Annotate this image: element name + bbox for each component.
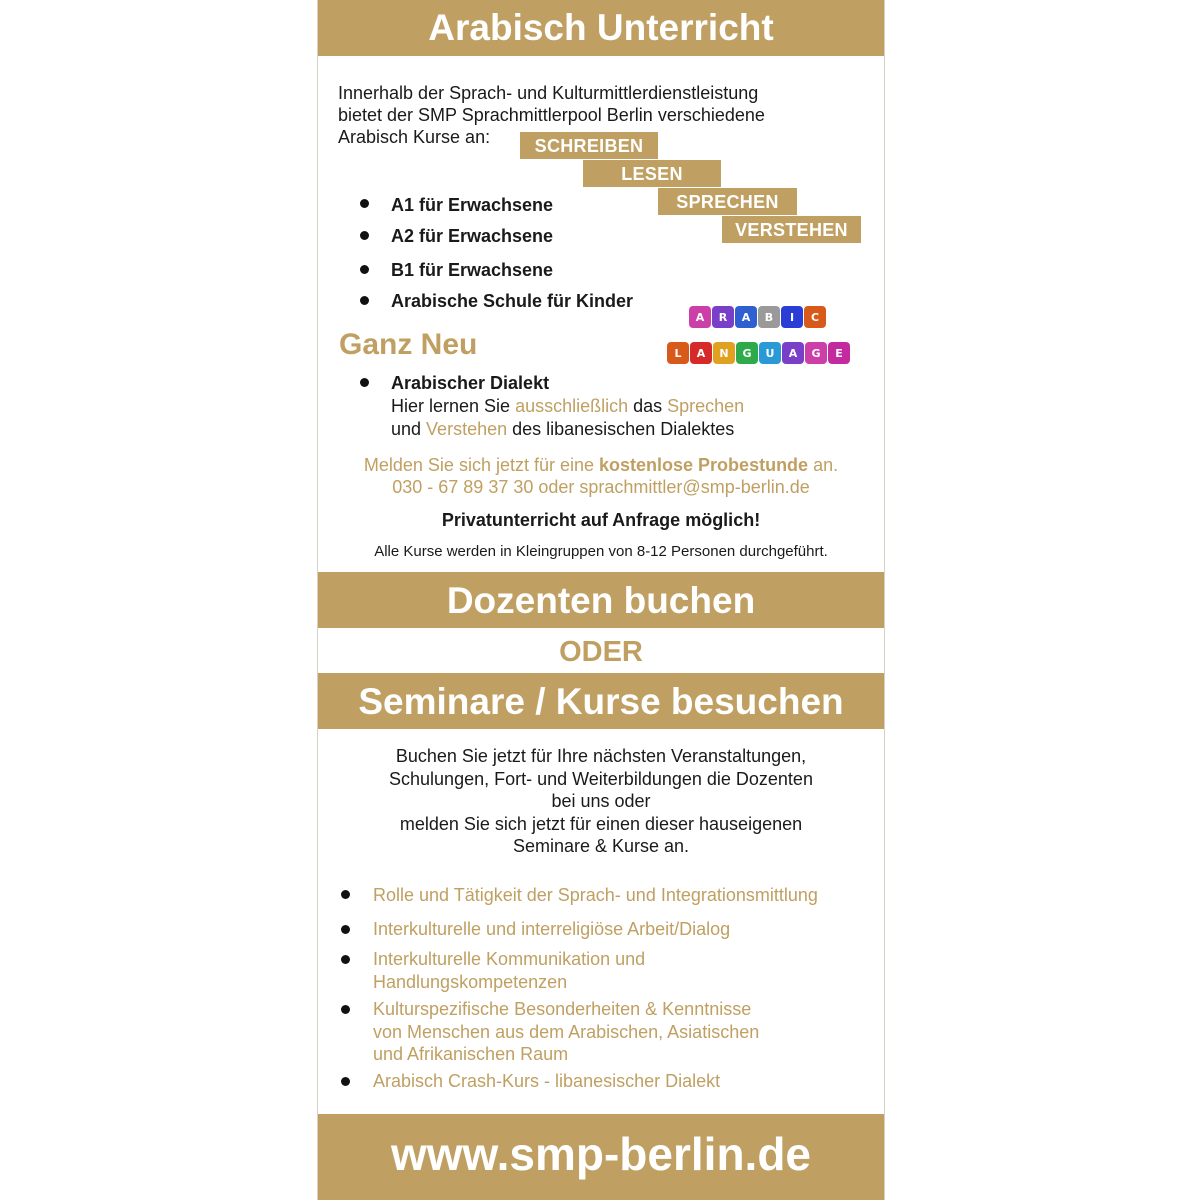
signup-text: Melden Sie sich jetzt für eine kostenlose Probestunde an. 030 - 67 89 37 30 oder sprachmittler@smp-berlin.de [318, 454, 884, 498]
dialekt-desc-line-1: Hier lernen Sie ausschließlich das Sprechen [391, 396, 745, 416]
svg-text:A: A [741, 311, 751, 324]
svg-text:A: A [788, 347, 798, 360]
puzzle-piece [805, 342, 827, 364]
title-banner: Arabisch Unterricht [318, 0, 884, 56]
svg-text:B: B [764, 311, 774, 324]
puzzle-piece [713, 342, 735, 364]
bullet-icon [360, 231, 369, 240]
skill-chip-verstehen: VERSTEHEN [722, 216, 861, 243]
intro-line-1: Innerhalb der Sprach- und Kulturmittlerdienstleistung [338, 83, 759, 103]
skill-chip-sprechen: SPRECHEN [658, 188, 797, 215]
puzzle-piece [804, 306, 826, 328]
puzzle-piece [828, 342, 850, 364]
bullet-icon [360, 265, 369, 274]
flyer [317, 0, 885, 1200]
svg-text:A: A [695, 311, 705, 324]
website-url-link[interactable]: www.smp-berlin.de [318, 1114, 884, 1200]
bullet-icon [341, 1077, 350, 1086]
svg-text:G: G [811, 347, 821, 360]
svg-text:R: R [718, 311, 728, 324]
contact-info[interactable]: 030 - 67 89 37 30 oder sprachmittler@smp-berlin.de [392, 477, 810, 497]
bullet-icon [341, 925, 350, 934]
intro-line-3: Arabisch Kurse an: [338, 127, 491, 147]
seminar-item: Interkulturelle Kommunikation und Handlungskompetenzen [373, 949, 646, 992]
seminar-item: Arabisch Crash-Kurs - libanesischer Dialekt [373, 1071, 721, 1091]
seminare-intro-text: Buchen Sie jetzt für Ihre nächsten Veranstaltungen, Schulungen, Fort- und Weiterbildungen die Dozenten bei uns oder melden Sie sich jetzt für einen dieser hauseigenen Seminare & Kurse an. [389, 746, 813, 856]
seminar-item: Rolle und Tätigkeit der Sprach- und Integrationsmittlung [373, 885, 818, 905]
puzzle-piece [759, 342, 781, 364]
oder-label: ODER [559, 636, 643, 668]
bullet-icon [341, 890, 350, 899]
svg-text:I: I [789, 311, 795, 324]
puzzle-piece [689, 306, 711, 328]
level-item-b1: B1 für Erwachsene [391, 260, 554, 280]
level-item-kinder: Arabische Schule für Kinder [391, 291, 634, 311]
puzzle-piece [735, 306, 757, 328]
svg-text:G: G [742, 347, 752, 360]
private-lessons-note: Privatunterricht auf Anfrage möglich! [441, 510, 761, 530]
skill-chip-lesen: LESEN [583, 160, 721, 187]
svg-text:N: N [719, 347, 729, 360]
bullet-icon [360, 296, 369, 305]
svg-text:L: L [674, 347, 682, 360]
seminar-item: Interkulturelle und interreligiöse Arbeit/Dialog [373, 919, 731, 939]
svg-text:A: A [696, 347, 706, 360]
ganz-neu-heading: Ganz Neu [339, 328, 478, 361]
dozenten-banner: Dozenten buchen [318, 572, 884, 628]
puzzle-piece [667, 342, 689, 364]
svg-text:E: E [835, 347, 843, 360]
bullet-icon [341, 955, 350, 964]
intro-line-2: bietet der SMP Sprachmittlerpool Berlin verschiedene [338, 105, 765, 125]
bullet-icon [360, 378, 369, 387]
puzzle-piece [781, 306, 803, 328]
dialekt-desc-line-2: und Verstehen des libanesischen Dialektes [391, 419, 735, 439]
seminare-banner: Seminare / Kurse besuchen [318, 673, 884, 729]
dialekt-item [391, 372, 744, 441]
puzzle-piece [782, 342, 804, 364]
puzzle-piece [736, 342, 758, 364]
group-size-note: Alle Kurse werden in Kleingruppen von 8-12 Personen durchgeführt. [374, 543, 828, 560]
puzzle-piece [758, 306, 780, 328]
bullet-icon [360, 199, 369, 208]
level-item-a1: A1 für Erwachsene [391, 195, 554, 215]
arabic-language-puzzle-image [663, 296, 863, 374]
puzzle-piece [690, 342, 712, 364]
svg-text:C: C [810, 311, 820, 324]
bullet-icon [341, 1005, 350, 1014]
svg-text:U: U [765, 347, 775, 360]
level-item-a2: A2 für Erwachsene [391, 226, 554, 246]
seminar-item: Kulturspezifische Besonderheiten & Kenntnisse von Menschen aus dem Arabischen, Asiatischen und Afrikanischen Raum [373, 999, 760, 1064]
puzzle-piece [712, 306, 734, 328]
dialekt-title: Arabischer Dialekt [391, 373, 550, 393]
skill-chip-schreiben: SCHREIBEN [520, 132, 658, 159]
